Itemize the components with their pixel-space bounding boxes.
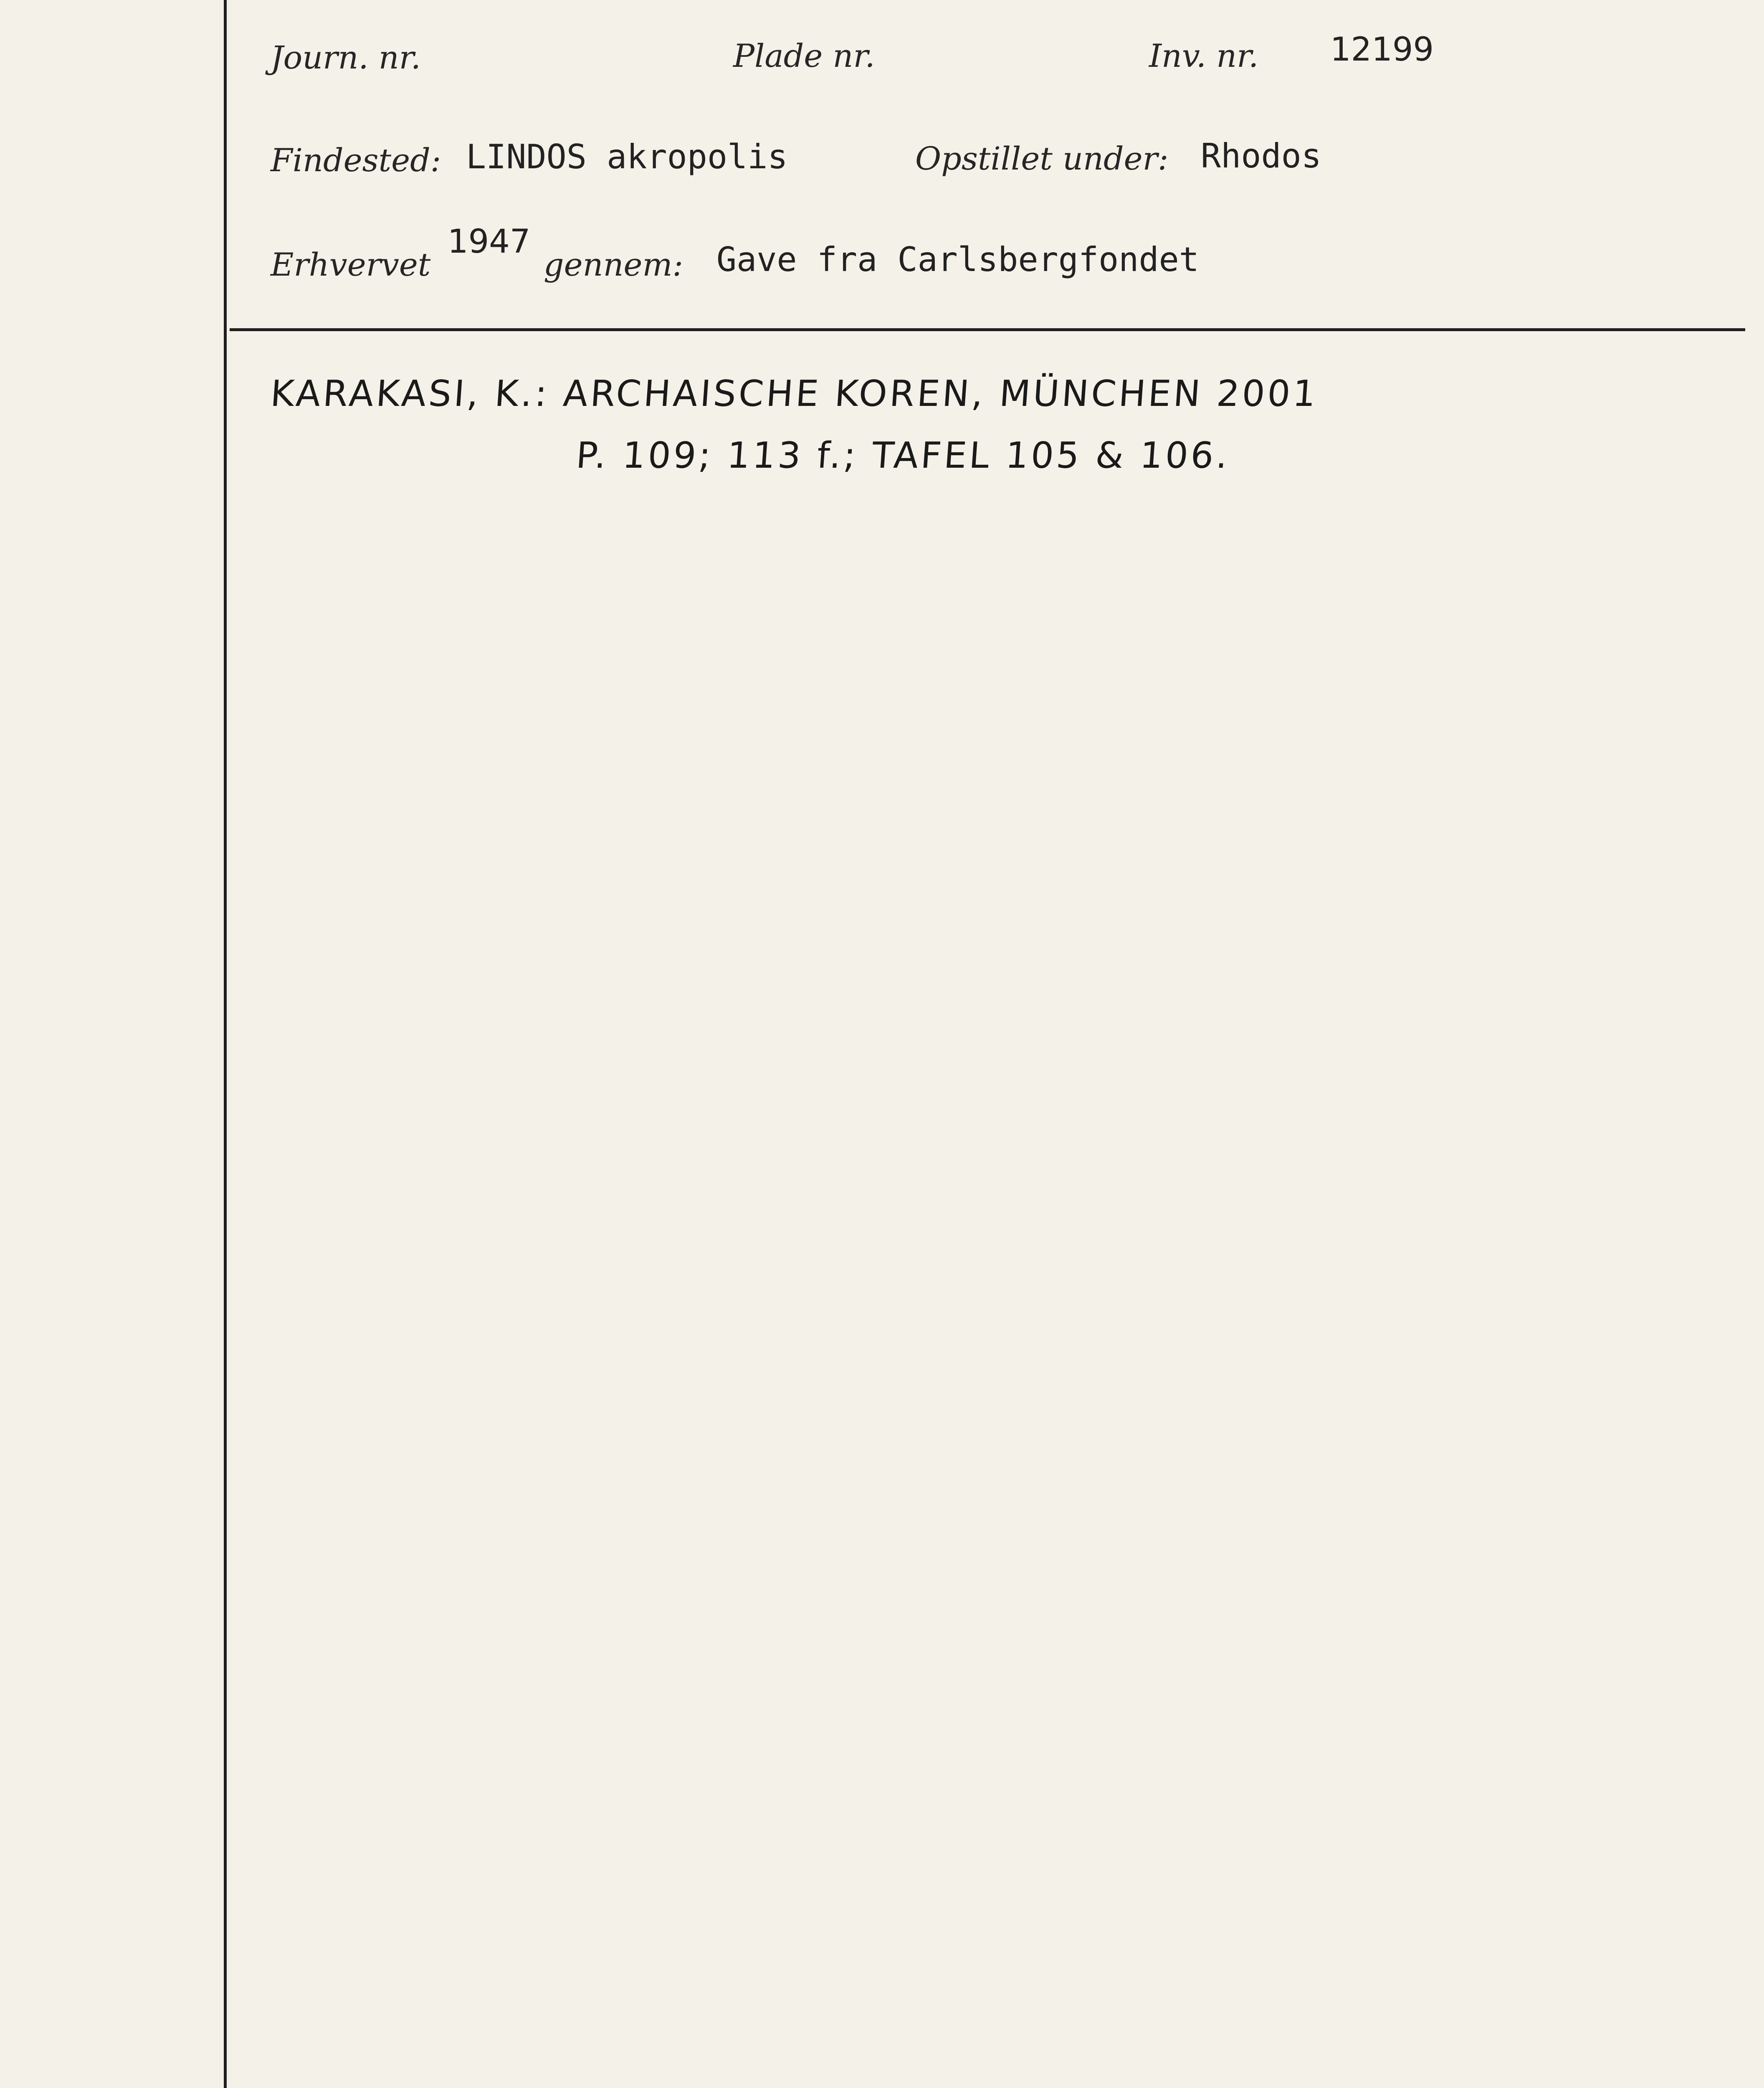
erhvervet-label: Erhvervet <box>271 246 431 283</box>
plade-nr-label: Plade nr. <box>733 37 875 74</box>
vertical-margin-rule <box>224 0 227 2088</box>
findested-value: LINDOS akropolis <box>466 137 788 176</box>
handwritten-reference-line-2: P. 109; 113 f.; TAFEL 105 & 106. <box>575 435 1232 476</box>
horizontal-divider-rule <box>230 328 1745 331</box>
gennem-label: gennem: <box>544 246 683 283</box>
erhvervet-year: 1947 <box>448 223 531 261</box>
inv-nr-value: 12199 <box>1330 31 1434 68</box>
inv-nr-label: Inv. nr. <box>1149 37 1259 74</box>
opstillet-under-value: Rhodos <box>1201 137 1321 175</box>
gennem-value: Gave fra Carlsbergfondet <box>716 240 1199 279</box>
findested-label: Findested: <box>271 142 441 179</box>
journ-nr-label: Journ. nr. <box>271 39 421 76</box>
opstillet-under-label: Opstillet under: <box>915 140 1169 177</box>
handwritten-reference-line-1: KARAKASI, K.: ARCHAISCHE KOREN, MÜNCHEN 2001 <box>269 373 1320 415</box>
